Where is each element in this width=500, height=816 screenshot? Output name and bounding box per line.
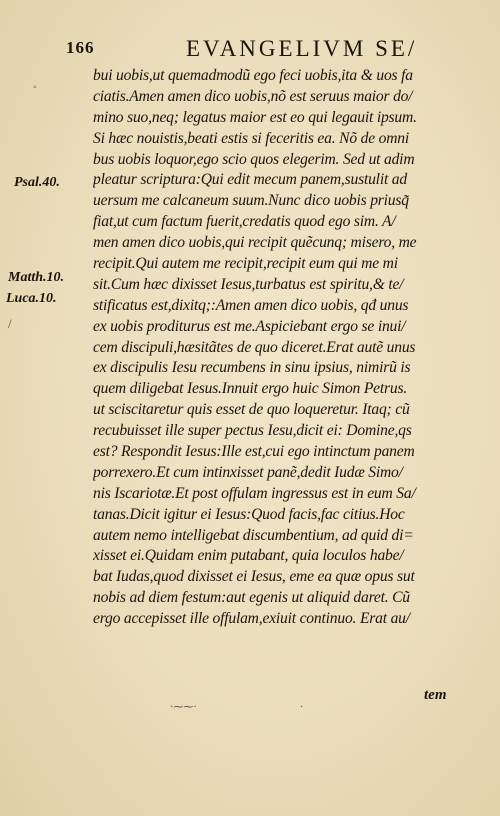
text-line: men amen dico uobis,qui recipit quẽcunq; misero, me bbox=[93, 234, 417, 252]
catchword: tem bbox=[424, 687, 447, 703]
text-line: nis Iscariotæ.Et post offulam ingressus est in eum Sa/ bbox=[93, 484, 416, 502]
margin-note-psalm: Psal.40. bbox=[14, 175, 60, 190]
running-title: EVANGELIVM SE/ bbox=[186, 36, 418, 61]
text-line: recubuisset ille super pectus Iesu,dicit ei: Domine,qs bbox=[93, 422, 412, 440]
page-header bbox=[66, 36, 446, 64]
text-line: ex uobis proditurus est me.Aspiciebant ergo se inui/ bbox=[93, 317, 406, 335]
bottom-ornament-icon: ·⁓⁓· bbox=[170, 702, 197, 713]
text-line: fiat,ut cum factum fuerit,credatis quod ego sim. A/ bbox=[93, 213, 396, 231]
text-line: ergo accepisset ille offulam,exiuit continuo. Erat au/ bbox=[93, 610, 410, 628]
text-line: Si hæc nouistis,beati estis si feceritis ea. Nõ de omni bbox=[93, 129, 410, 147]
text-line: recipit.Qui autem me recipit,recipit eum qui me mi bbox=[93, 255, 398, 273]
text-line: autem nemo intelligebat discumbentium, ad quid di= bbox=[93, 526, 414, 544]
text-line: xisset ei.Quidam enim putabant, quia loculos habe/ bbox=[93, 547, 404, 565]
bottom-ornament-icon: · bbox=[300, 702, 304, 713]
ornament-mark-icon: ◦ bbox=[33, 82, 37, 93]
text-line: nobis ad diem festum:aut egenis ut aliquid daret. Cũ bbox=[93, 589, 410, 607]
folio-number: 166 bbox=[66, 38, 95, 57]
text-line: quem diligebat Iesus.Innuit ergo huic Simon Petrus. bbox=[93, 380, 408, 398]
text-line: tanas.Dicit igitur ei Iesus:Quod facis,fac citius.Hoc bbox=[93, 505, 405, 523]
text-line: sit.Cum hæc dixisset Iesus,turbatus est spiritu,& te/ bbox=[93, 275, 404, 293]
text-line: ciatis.Amen amen dico uobis,nõ est seruus maior do/ bbox=[93, 87, 413, 105]
margin-note-matthew: Matth.10. bbox=[8, 270, 65, 285]
text-line: porrexero.Et cum intinxisset panẽ,dedit Iudæ Simo/ bbox=[93, 463, 403, 481]
text-line: stificatus est,dixitq;:Amen amen dico uobis, qđ unus bbox=[93, 296, 409, 314]
text-line: pleatur scriptura:Qui edit mecum panem,sustulit ad bbox=[93, 171, 407, 189]
text-line: uersum me calcaneum suum.Nunc dico uobis priusq̃ bbox=[93, 192, 409, 210]
text-line: ut sciscitaretur quis esset de quo loqueretur. Itaq; cũ bbox=[93, 401, 410, 419]
margin-note-luke: Luca.10. bbox=[6, 291, 57, 306]
text-line: est? Respondit Iesus:Ille est,cui ego intinctum panem bbox=[93, 443, 415, 461]
body-text bbox=[93, 66, 465, 630]
text-line: bus uobis loquor,ego scio quos elegerim. Sed ut adim bbox=[93, 150, 415, 168]
text-line: cem discipuli,hæsitãtes de quo diceret.Erat autẽ unus bbox=[93, 338, 416, 356]
margin-tick-icon: / bbox=[8, 316, 12, 331]
text-line: bat Iudas,quod dixisset ei Iesus, eme ea quæ opus sut bbox=[93, 568, 415, 586]
text-line: ex discipulis Iesu recumbens in sinu ipsius, nimirũ is bbox=[93, 359, 411, 377]
text-line: mino suo,neq; legatus maior est eo qui legauit ipsum. bbox=[93, 108, 417, 126]
text-line: bui uobis,ut quemadmodũ ego feci uobis,ita & uos fa bbox=[93, 67, 413, 84]
